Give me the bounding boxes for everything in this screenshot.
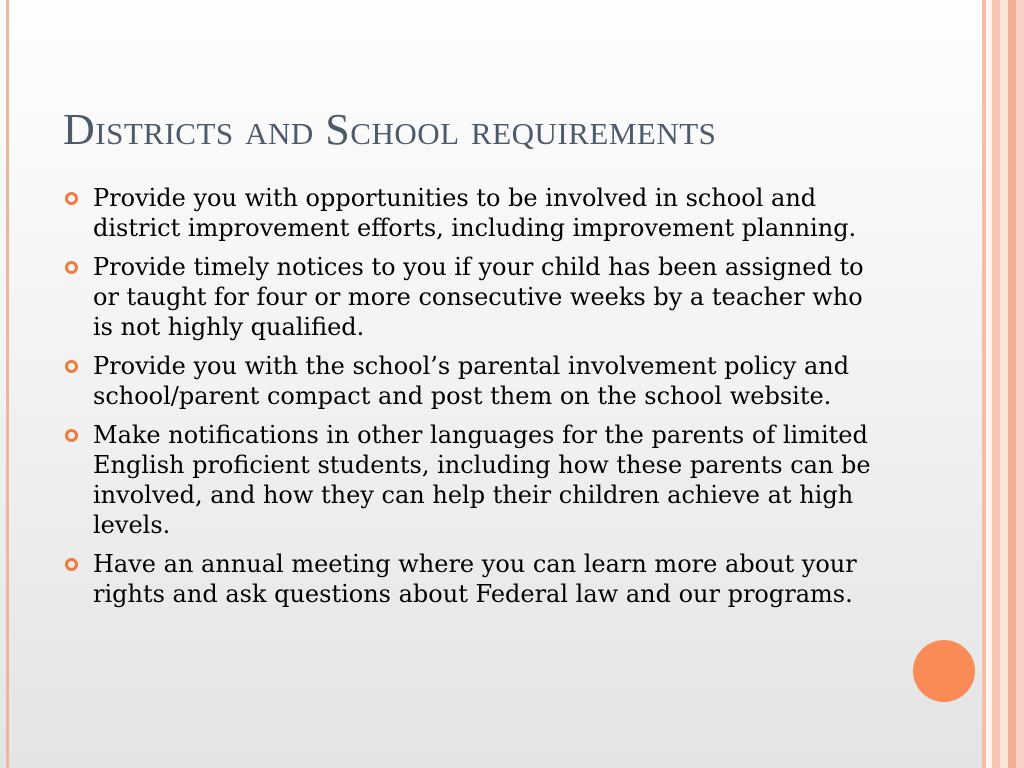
bullet-item — [64, 420, 874, 540]
bullet-text: Make notifications in other languages for the parents of limited English proficient students, including how these parents can be involved, and how they can help their children achieve at high levels. — [93, 421, 871, 539]
bullet-item — [64, 183, 874, 243]
decorative-circle — [913, 640, 975, 702]
bullet-text: Provide you with the school’s parental involvement policy and school/parent compact and post them on the school website. — [93, 352, 850, 410]
bullet-item — [64, 351, 874, 411]
bullet-ring-icon — [65, 429, 78, 442]
bullet-item — [64, 252, 874, 342]
bullet-text: Provide timely notices to you if your child has been assigned to or taught for four or more consecutive weeks by a teacher who is not highly qualified. — [93, 253, 864, 341]
bullet-text: Have an annual meeting where you can learn more about your rights and ask questions about Federal law and our programs. — [93, 550, 857, 608]
bullet-text: Provide you with opportunities to be involved in school and district improvement efforts, including improvement planning. — [93, 184, 857, 242]
bullet-ring-icon — [65, 192, 78, 205]
bullet-ring-icon — [65, 261, 78, 274]
bullet-list — [64, 183, 874, 618]
bullet-ring-icon — [65, 360, 78, 373]
right-border-stripes — [980, 0, 1024, 768]
slide-title: Districts and School requirements — [63, 105, 717, 154]
bullet-item — [64, 549, 874, 609]
bullet-ring-icon — [65, 558, 78, 571]
left-border-stripe — [6, 0, 9, 768]
